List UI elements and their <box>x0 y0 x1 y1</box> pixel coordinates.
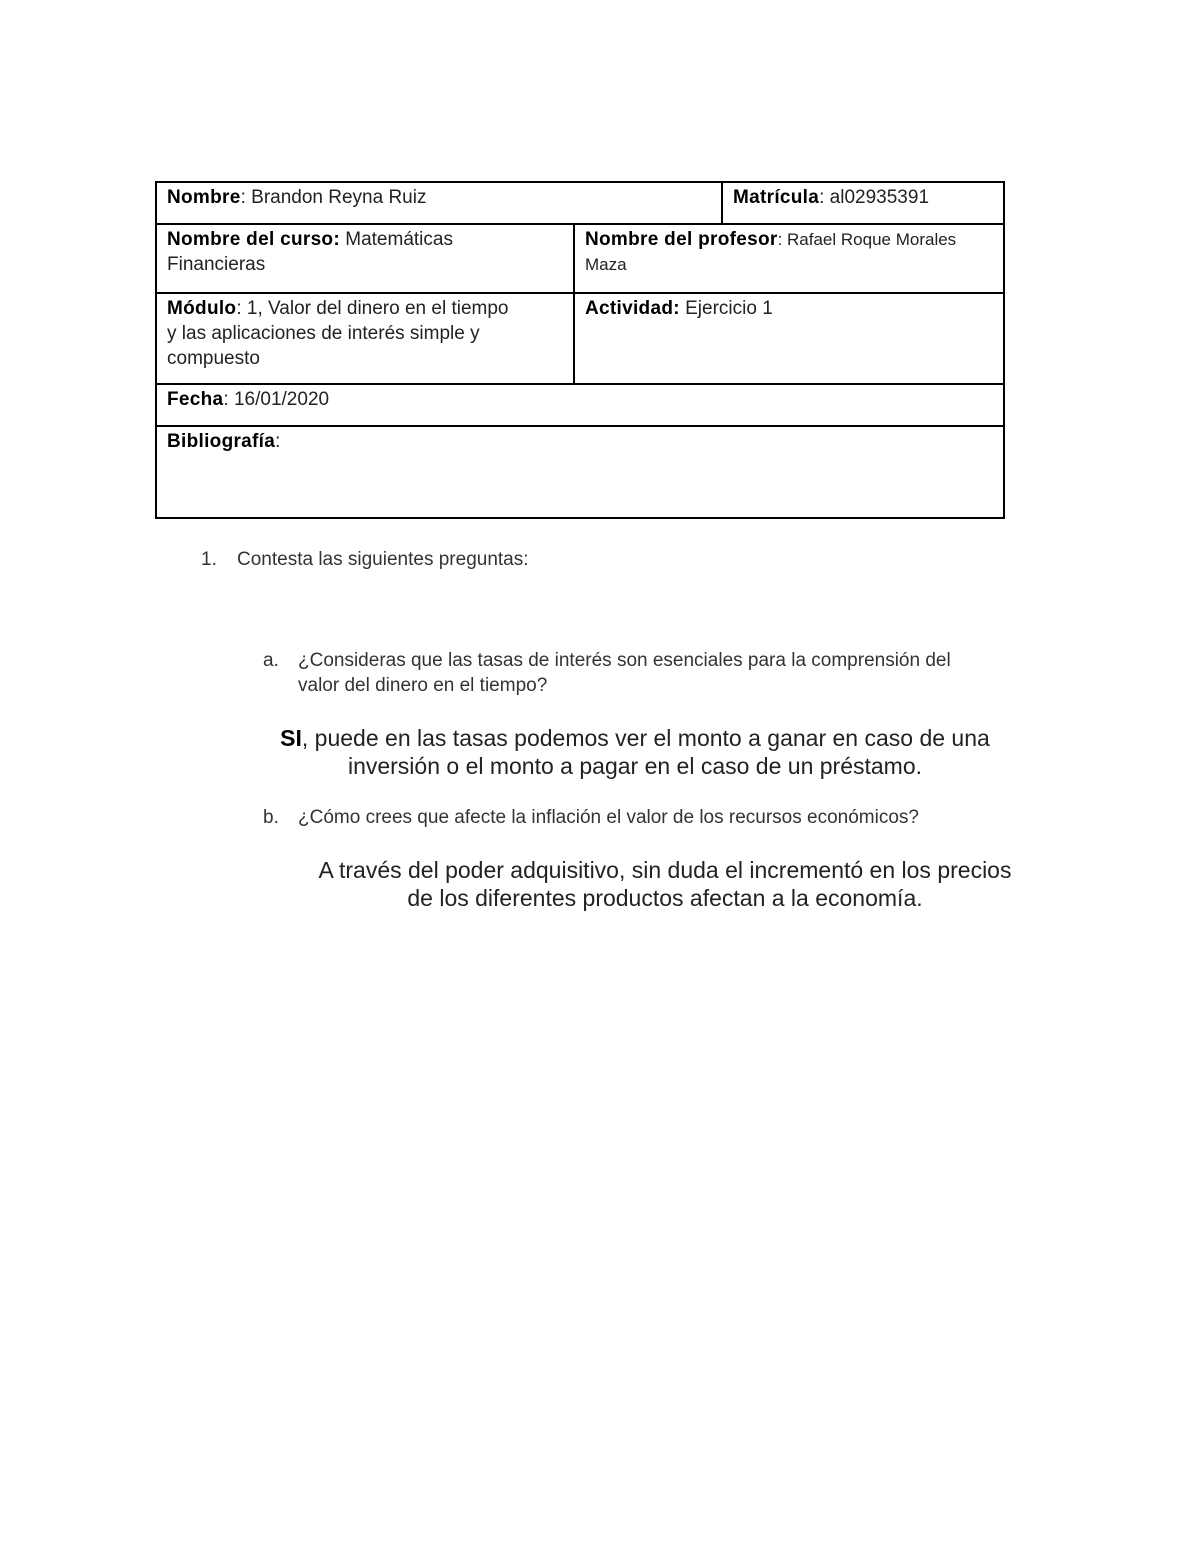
cell-actividad <box>573 294 1003 383</box>
question-a-line2: valor del dinero en el tiempo? <box>298 675 548 696</box>
answer-a <box>240 724 1030 780</box>
cell-nombre <box>157 183 721 223</box>
answer-a-bold: SI <box>280 725 302 751</box>
answer-a-line1: , puede en las tasas podemos ver el monto a ganar en caso de una <box>301 725 990 751</box>
modulo-label: Módulo <box>167 298 237 319</box>
answer-b <box>270 856 1060 912</box>
row-nombre <box>157 183 1003 225</box>
cell-matricula <box>721 183 1003 223</box>
profesor-label: Nombre del profesor <box>585 229 778 250</box>
curso-value-line2: Financieras <box>167 254 266 275</box>
row-modulo <box>157 294 1003 385</box>
row-fecha <box>157 385 1003 427</box>
cell-modulo <box>157 294 573 383</box>
fecha-label: Fecha <box>167 389 224 410</box>
curso-label: Nombre del curso: <box>167 229 340 250</box>
question-b-text: ¿Cómo crees que afecte la inflación el valor de los recursos económicos? <box>298 807 919 828</box>
question-a-marker: a. <box>263 650 279 671</box>
list-marker-1: 1. <box>201 549 217 570</box>
modulo-value-line2: y las aplicaciones de interés simple y <box>167 323 480 344</box>
fecha-value: : 16/01/2020 <box>223 389 330 410</box>
nombre-label: Nombre <box>167 187 241 208</box>
cell-curso <box>157 225 573 292</box>
matricula-value: : al02935391 <box>819 187 930 208</box>
question-a-line1: ¿Consideras que las tasas de interés son esenciales para la comprensión del <box>298 650 951 671</box>
instruction-text: Contesta las siguientes preguntas: <box>237 549 529 570</box>
actividad-value: Ejercicio 1 <box>679 298 773 319</box>
answer-a-line2: inversión o el monto a pagar en el caso de un préstamo. <box>347 753 923 779</box>
nombre-value: : Brandon Reyna Ruiz <box>240 187 427 208</box>
bibliografia-label: Bibliografía <box>167 431 276 452</box>
row-curso <box>157 225 1003 294</box>
matricula-label: Matrícula <box>733 187 820 208</box>
bibliografia-value: : <box>275 431 281 452</box>
cell-fecha <box>157 385 1003 425</box>
modulo-value-line3: compuesto <box>167 348 260 369</box>
profesor-value-line2: Maza <box>585 255 627 274</box>
modulo-value-line1: : 1, Valor del dinero en el tiempo <box>236 298 509 319</box>
header-table <box>155 181 1005 519</box>
cell-profesor <box>573 225 1003 292</box>
answer-b-line1: A través del poder adquisitivo, sin duda el incrementó en los precios <box>318 857 1012 883</box>
cell-bibliografia <box>157 427 1003 517</box>
row-bibliografia <box>157 427 1003 517</box>
question-a-text <box>298 648 951 698</box>
answer-b-line2: de los diferentes productos afectan a la economía. <box>407 885 923 911</box>
profesor-value-line1: : Rafael Roque Morales <box>777 230 957 249</box>
actividad-label: Actividad: <box>585 298 680 319</box>
question-b-marker: b. <box>263 807 279 828</box>
curso-value-line1: Matemáticas <box>339 229 453 250</box>
